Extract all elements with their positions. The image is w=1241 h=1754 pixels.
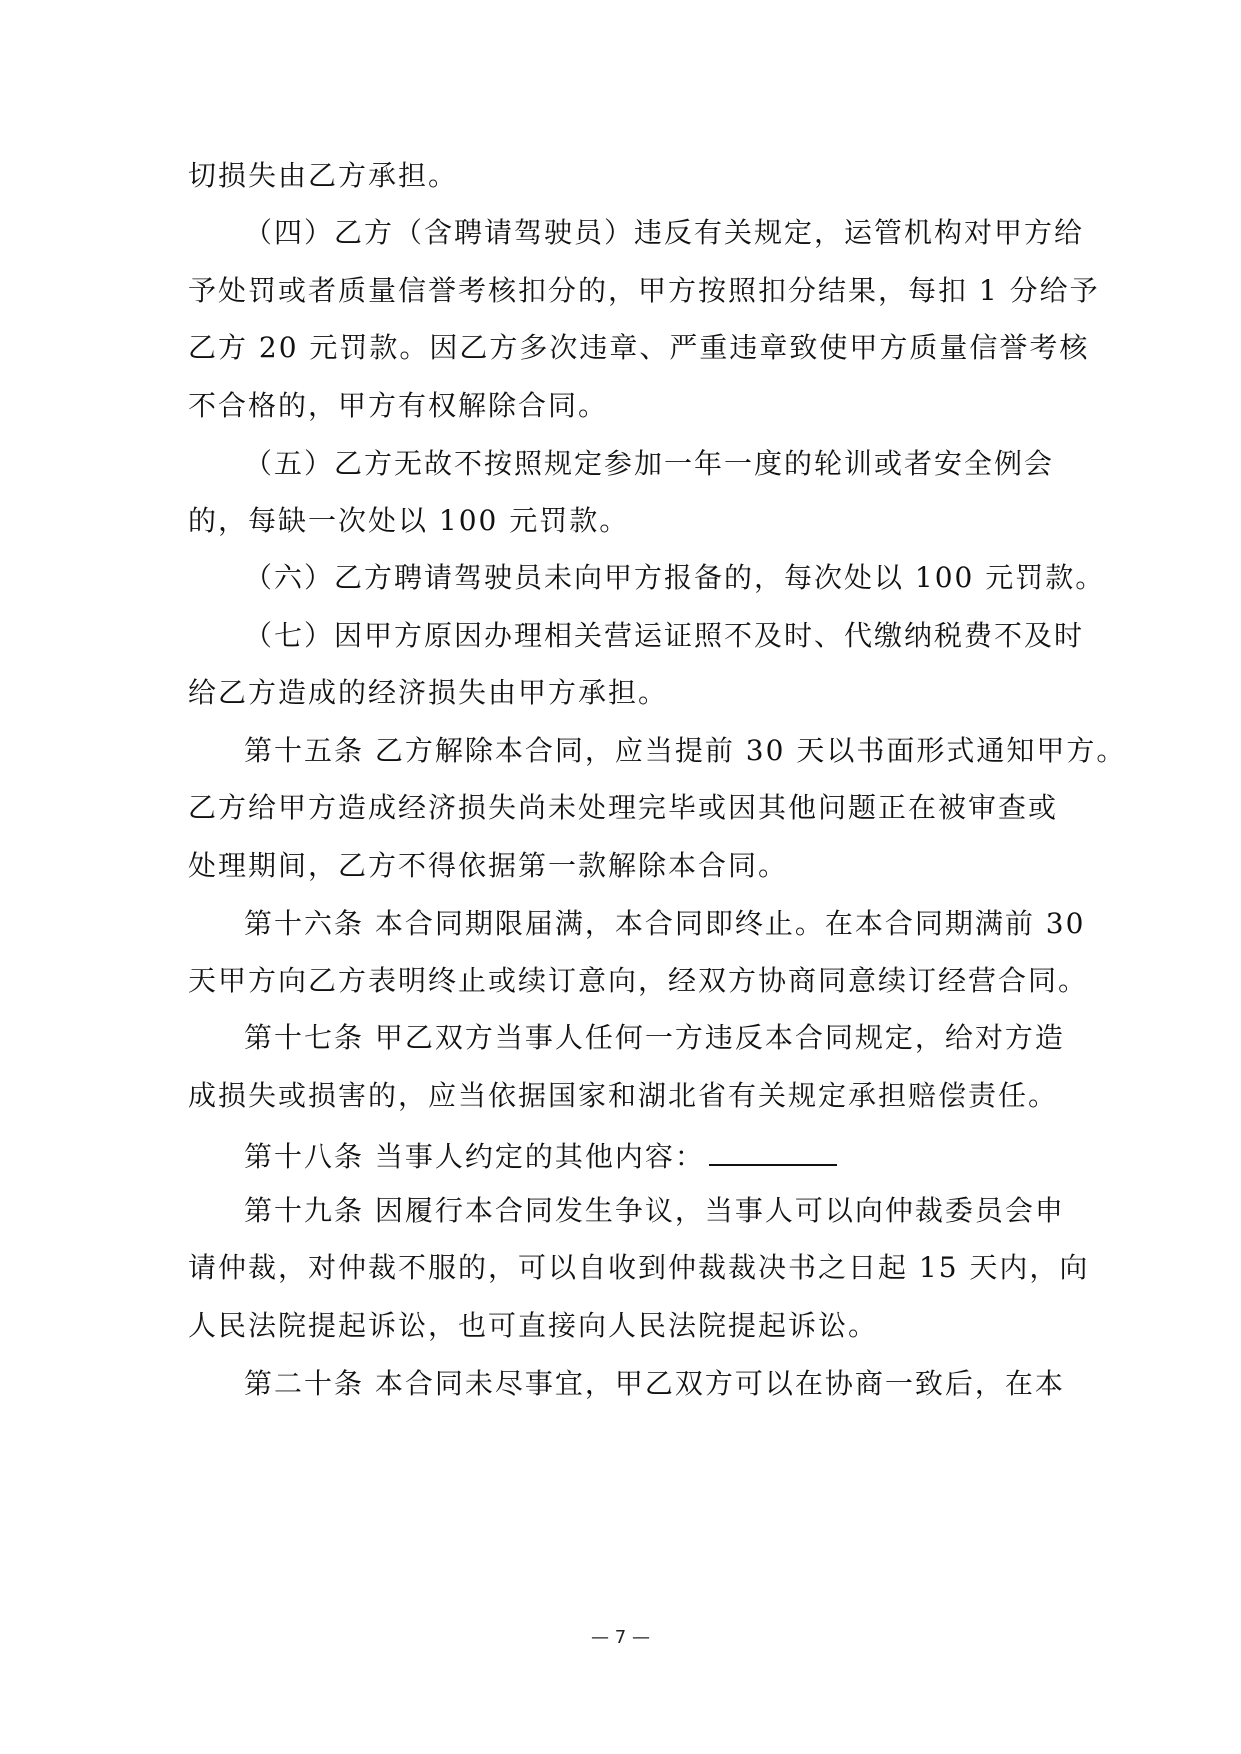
text-line: 第十七条 甲乙双方当事人任何一方违反本合同规定，给对方造 (244, 1021, 1065, 1054)
text-line: 人民法院提起诉讼，也可直接向人民法院提起诉讼。 (188, 1309, 879, 1342)
text-line: 乙方 20 元罚款。因乙方多次违章、严重违章致使甲方质量信誉考核 (188, 331, 1090, 364)
page-number: — 7 — (591, 1627, 650, 1648)
text-line: （四）乙方（含聘请驾驶员）违反有关规定，运管机构对甲方给 (244, 216, 1085, 249)
text-line: 不合格的，甲方有权解除合同。 (188, 389, 609, 422)
text-line: （六）乙方聘请驾驶员未向甲方报备的，每次处以 100 元罚款。 (244, 561, 1106, 594)
fill-in-blank[interactable] (709, 1134, 837, 1166)
text-line: 予处罚或者质量信誉考核扣分的，甲方按照扣分结果，每扣 1 分给予 (188, 274, 1100, 307)
text-line: 处理期间，乙方不得依据第一款解除本合同。 (188, 849, 789, 882)
text-line: （七）因甲方原因办理相关营运证照不及时、代缴纳税费不及时 (244, 619, 1085, 652)
text-line: 的，每缺一次处以 100 元罚款。 (188, 504, 630, 537)
text-line: 给乙方造成的经济损失由甲方承担。 (188, 676, 669, 709)
text-line: 乙方给甲方造成经济损失尚未处理完毕或因其他问题正在被审查或 (188, 791, 1059, 824)
text-line: 天甲方向乙方表明终止或续订意向，经双方协商同意续订经营合同。 (188, 964, 1089, 997)
text-line: 成损失或损害的，应当依据国家和湖北省有关规定承担赔偿责任。 (188, 1079, 1059, 1112)
text-line: 第二十条 本合同未尽事宜，甲乙双方可以在协商一致后，在本 (244, 1367, 1065, 1400)
text-line: 请仲裁，对仲裁不服的，可以自收到仲裁裁决书之日起 15 天内，向 (188, 1251, 1090, 1284)
text-line (244, 1134, 837, 1177)
text-line: 第十九条 因履行本合同发生争议，当事人可以向仲裁委员会申 (244, 1194, 1065, 1227)
text-line: 第十六条 本合同期限届满，本合同即终止。在本合同期满前 30 (244, 907, 1086, 940)
text-line: 切损失由乙方承担。 (188, 159, 459, 192)
text-line: 第十五条 乙方解除本合同，应当提前 30 天以书面形式通知甲方。 (244, 734, 1127, 767)
text-line-content: 第十八条 当事人约定的其他内容： (244, 1140, 705, 1173)
text-line: （五）乙方无故不按照规定参加一年一度的轮训或者安全例会 (244, 447, 1055, 480)
